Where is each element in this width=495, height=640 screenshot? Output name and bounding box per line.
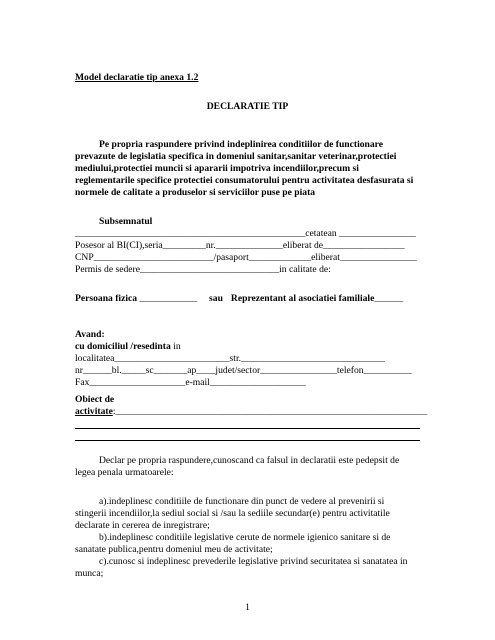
item-b-line-2: sanatate publica,pentru domeniul meu de activitate;: [75, 544, 273, 555]
intro-line-1: Pe propria raspundere privind indeplinirea conditiilor de functionare: [99, 139, 384, 150]
intro-line-4: reglementarile specifice protectiei consumatorului pentru activitatea desfasurata si: [75, 175, 414, 186]
model-title: Model declaratie tip anexa 1.2: [75, 72, 199, 83]
activitate-blank-line-2: [75, 440, 420, 441]
activitate-line: [75, 406, 427, 418]
page-number: 1: [245, 602, 250, 613]
domiciliu-label: cu domiciliul /resedinta: [75, 341, 171, 352]
domiciliu-line: [75, 341, 181, 353]
persoana-fizica-label: Persoana fizica: [75, 293, 138, 304]
obiect-label: Obiect de: [75, 394, 115, 405]
declar-line-2: legea penala urmatoarele:: [75, 467, 174, 478]
declar-line-1: Declar pe propria raspundere,cunoscand ca falsul in declaratii este pedepsit de: [99, 455, 400, 466]
reprezentant-blank: ______: [374, 293, 404, 304]
avand-label: Avand:: [75, 329, 105, 340]
item-b-line-1: b).indeplinesc conditiile legislative cerute de normele igienico sanitare si de: [99, 532, 391, 543]
field-line-name: ________________________________________________cetatean ________________: [75, 228, 416, 239]
intro-line-3: mediului,protectiei muncii si apararii impotriva incendiilor,precum si: [75, 163, 359, 174]
activitate-label: activitate: [75, 406, 113, 417]
sau-label: sau: [209, 293, 223, 304]
item-c-line-1: c).cunosc si indeplinesc prevederile legislative privind securitatea si sanatatea in: [99, 556, 408, 567]
address-line-fax: Fax____________________e-mail____________________: [75, 377, 306, 388]
domiciliu-suffix: in: [170, 341, 181, 352]
item-a-line-3: declarate in cererea de inregistrare;: [75, 520, 210, 531]
field-line-bi: Posesor al BI(CI),seria_________nr.______________eliberat de_________________: [75, 240, 405, 251]
reprezentant-label: Reprezentant al asociatiei familiale: [230, 293, 375, 304]
address-line-nr: nr______bl._____sc_______ap____judet/sector________________telefon__________: [75, 365, 412, 376]
activitate-blank-line-1: [75, 428, 420, 429]
persoana-line: [75, 293, 403, 305]
intro-line-2: prevazute de legislatia specifica in domeniul sanitar,sanitar veterinar,protectiei: [75, 151, 397, 162]
address-line-localitate: localitatea________________________str.______________________________: [75, 353, 385, 364]
document-title: DECLARATIE TIP: [206, 101, 289, 112]
intro-line-5: normele de calitate a produselor si serviciilor puse pe piata: [75, 187, 316, 198]
field-line-cnp: CNP_________________________/pasaport_____________eliberat________________: [75, 252, 417, 263]
persoana-fizica-blank: ____________: [137, 293, 198, 304]
field-line-permis: Permis de sedere_____________________________in calitate de:: [75, 264, 331, 275]
item-a-line-2: stingerii incendiilor,la sediul social si /sau la sediile secundar(e) pentru activitatile: [75, 508, 390, 519]
activitate-blank: :_________________________________________________________________: [112, 406, 428, 417]
item-c-line-2: munca;: [75, 568, 104, 579]
subsemnatul-label: Subsemnatul: [99, 216, 153, 227]
item-a-line-1: a).indeplinesc conditiile de functionare din punct de vedere al prevenirii si: [99, 496, 385, 507]
